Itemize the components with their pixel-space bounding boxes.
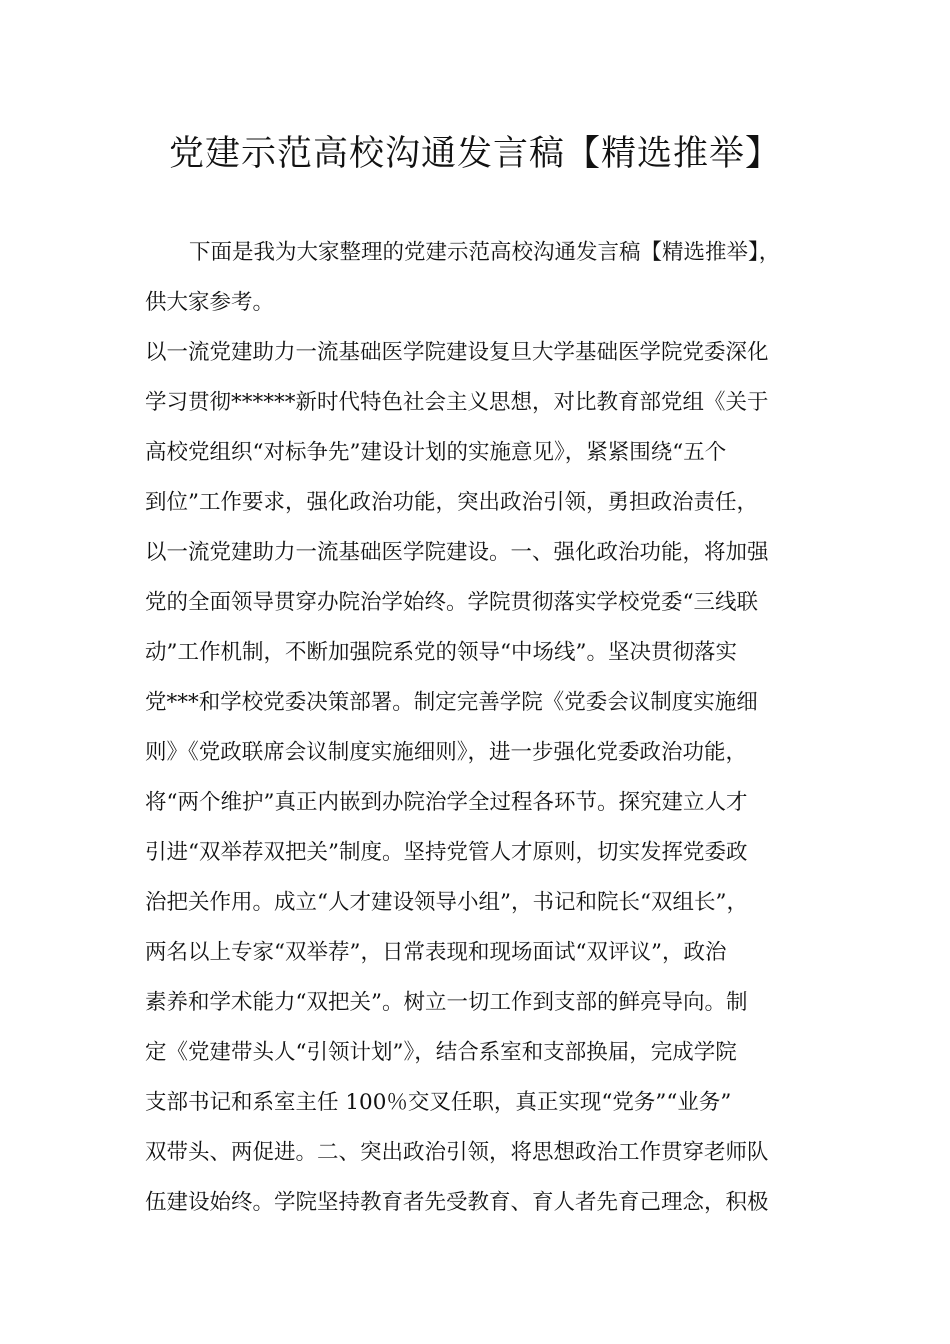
body-line: 引进“双举荐双把关”制度。坚持党管人才原则，切实发挥党委政 xyxy=(145,840,748,865)
intro-line: 供大家参考。 xyxy=(145,290,275,315)
body-line: 以一流党建助力一流基础医学院建设。一、强化政治功能，将加强 xyxy=(145,540,769,565)
body-line: 高校党组织“对标争先”建设计划的实施意见》，紧紧围绕“五个 xyxy=(145,440,727,465)
body-line: 党的全面领导贯穿办院治学始终。学院贯彻落实学校党委“三线联 xyxy=(145,590,758,615)
body-paragraph xyxy=(145,328,810,1228)
body-line: 两名以上专家“双举荐”，日常表现和现场面试“双评议”，政治 xyxy=(145,940,727,965)
intro-paragraph xyxy=(145,228,810,328)
body-line: 动”工作机制，不断加强院系党的领导“中场线”。坚决贯彻落实 xyxy=(145,640,737,665)
body-line: 支部书记和系室主任 100％交叉任职，真正实现“党务”“业务” xyxy=(145,1090,732,1115)
body-line: 伍建设始终。学院坚持教育者先受教育、育人者先育己理念，积极 xyxy=(145,1190,769,1215)
body-line: 则》《党政联席会议制度实施细则》，进一步强化党委政治功能， xyxy=(145,740,748,765)
body-line: 治把关作用。成立“人才建设领导小组”，书记和院长“双组长”， xyxy=(145,890,748,915)
body-line: 到位”工作要求，强化政治功能，突出政治引领，勇担政治责任， xyxy=(145,490,758,515)
body-line: 以一流党建助力一流基础医学院建设复旦大学基础医学院党委深化 xyxy=(145,340,769,365)
body-line: 党***和学校党委决策部署。制定完善学院《党委会议制度实施细 xyxy=(145,690,758,715)
body-line: 素养和学术能力“双把关”。树立一切工作到支部的鲜亮导向。制 xyxy=(145,990,748,1015)
body-line: 定《党建带头人“引领计划”》，结合系室和支部换届，完成学院 xyxy=(145,1040,737,1065)
intro-line: 下面是我为大家整理的党建示范高校沟通发言稿【精选推举】， xyxy=(189,240,781,265)
body-line: 学习贯彻******新时代特色社会主义思想，对比教育部党组《关于 xyxy=(145,390,769,415)
body-line: 双带头、两促进。二、突出政治引领，将思想政治工作贯穿老师队 xyxy=(145,1140,769,1165)
body-line: 将“两个维护”真正内嵌到办院治学全过程各环节。探究建立人才 xyxy=(145,790,748,815)
document-title: 党建示范高校沟通发言稿【精选推举】 xyxy=(168,134,781,174)
